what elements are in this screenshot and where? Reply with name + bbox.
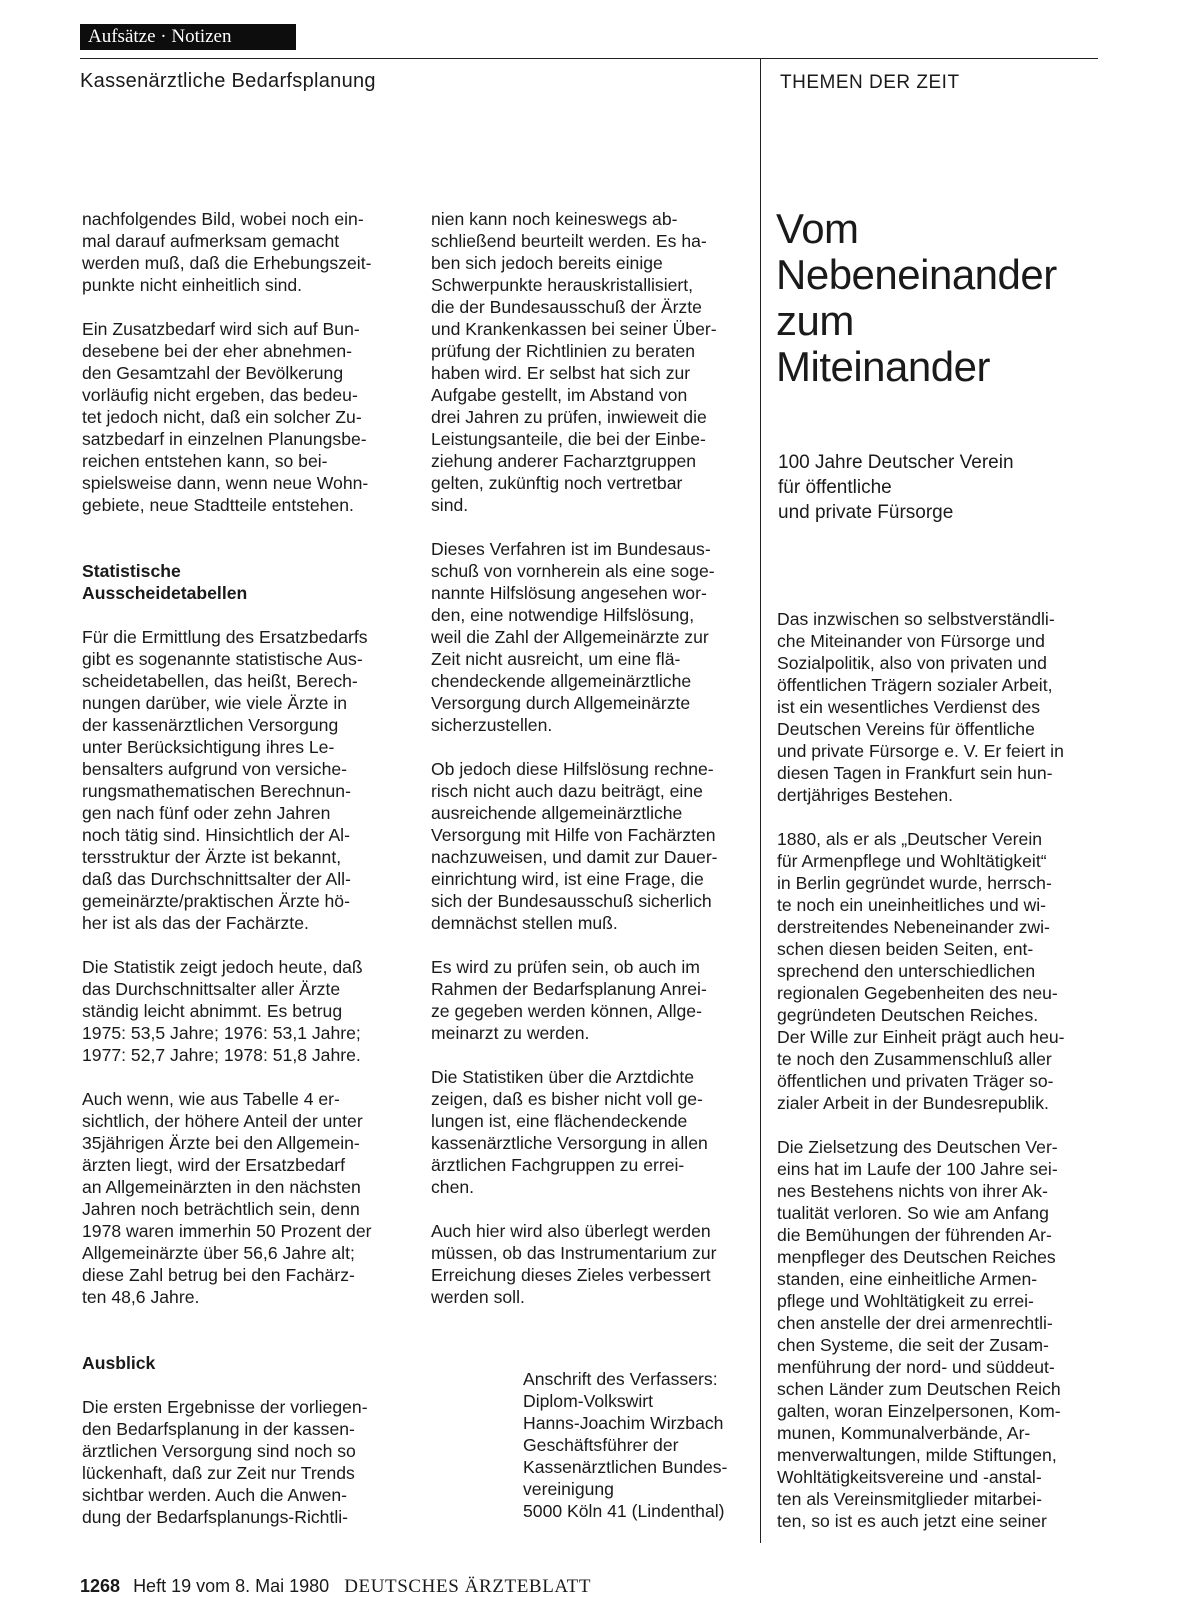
paragraph: Die Statistik zeigt jedoch heute, daß das Durchschnittsalter aller Ärzte ständig leicht abnimmt. Es betrug 1975: 53,5 Jahre; 1976: 53,1 Jahre; 1977: 52,7 Jahre; 1978: 51,8 Jahre. xyxy=(82,957,363,1065)
paragraph: nien kann noch keineswegs ab- schließend beurteilt werden. Es ha- ben sich jedoch bereits einige Schwerpunkte herauskristallisiert, die der Bundesausschuß der Ärzte und Krankenkassen bei seiner Über- prüfung der Richtlinien zu beraten haben wird. Er selbst hat sich zur Aufgabe gestellt, im Abstand von drei Jahren zu prüfen, inwieweit die Leistungsanteile, die bei der Einbe- ziehung anderer Facharztgruppen gelten, zukünftig noch vertretbar sind. xyxy=(431,209,717,515)
section-heading: Statistische Ausscheidetabellen xyxy=(82,561,248,603)
paragraph: Dieses Verfahren ist im Bundesaus- schuß von vornherein als eine soge- nannte Hilfslösung angesehen wor- den, eine notwendige Hilfslösung, weil die Zahl der Allgemeinärzte zur Zeit nicht ausreicht, um eine flä- chendeckende allgemeinärztliche Versorgung durch Allgemeinärzte sicherzustellen. xyxy=(431,539,715,735)
paragraph: Die Statistiken über die Arztdichte zeigen, daß es bisher nicht voll ge- lungen ist, eine flächendeckende kassenärztliche Versorgung in allen ärztlichen Fachgruppen zu errei- chen. xyxy=(431,1067,708,1197)
issue-info: Heft 19 vom 8. Mai 1980 xyxy=(133,1576,330,1596)
article-column-2 xyxy=(431,208,752,1308)
page-number: 1268 xyxy=(80,1576,121,1596)
paragraph: Auch hier wird also überlegt werden müssen, ob das Instrumentarium zur Erreichung dieses Zieles verbessert werden soll. xyxy=(431,1221,717,1307)
page-footer xyxy=(80,1576,591,1598)
paragraph: Es wird zu prüfen sein, ob auch im Rahmen der Bedarfsplanung Anrei- ze gegeben werden können, Allge- meinarzt zu werden. xyxy=(431,957,707,1043)
top-rule xyxy=(80,58,1098,59)
paragraph: Auch wenn, wie aus Tabelle 4 er- sichtlich, der höhere Anteil der unter 35jährigen Ärzte bei den Allgemein- ärzten liegt, wird der Ersatzbedarf an Allgemeinärzten in den nächsten Jahren noch beträchtlich sein, denn 1978 waren immerhin 50 Prozent der Allgemeinärzte über 56,6 Jahre alt; diese Zahl betrug bei den Fachärz- ten 48,6 Jahre. xyxy=(82,1089,372,1307)
rubric-label: THEMEN DER ZEIT xyxy=(780,72,960,93)
running-title: Kassenärztliche Bedarfsplanung xyxy=(80,70,376,92)
paragraph: Ein Zusatzbedarf wird sich auf Bun- desebene bei der eher abnehmen- den Gesamtzahl der Bevölkerung vorläufig nicht ergeben, das bedeu- tet jedoch nicht, daß ein solcher Zu- satzbedarf in einzelnen Planungsbe- reichen entstehen kann, so bei- spielsweise dann, wenn neue Wohn- gebiete, neue Stadtteile entstehen. xyxy=(82,319,369,515)
section-label: Aufsätze · Notizen xyxy=(80,24,296,50)
article-column-3 xyxy=(777,608,1097,1532)
article-headline: Vom Nebeneinander zum Miteinander xyxy=(776,205,1057,390)
journal-name: DEUTSCHES ÄRZTEBLATT xyxy=(344,1576,592,1597)
paragraph: Das inzwischen so selbstverständli- che Miteinander von Fürsorge und Sozialpolitik, also von privaten und öffentlichen Trägern sozialer Arbeit, ist ein wesentliches Verdienst des Deutschen Vereins für öffentliche und private Fürsorge e. V. Er feiert in diesen Tagen in Frankfurt sein hun- dertjähriges Bestehen. xyxy=(777,609,1064,805)
article-subheadline: 100 Jahre Deutscher Verein für öffentliche und private Fürsorge xyxy=(778,452,1014,523)
article-column-1 xyxy=(82,208,403,1528)
paragraph: Die Zielsetzung des Deutschen Ver- eins hat im Laufe der 100 Jahre sei- nes Bestehens nichts von ihrer Ak- tualität verloren. So wie am Anfang die Bemühungen der führenden Ar- menpfleger des Deutschen Reiches standen, eine einheitliche Armen- pflege und Wohltätigkeit zu errei- chen anstelle der drei armenrechtli- chen Systeme, die seit der Zusam- menführung der nord- und süddeut- schen Länder zum Deutschen Reich galten, woran Einzelpersonen, Kom- munen, Kommunalverbände, Ar- menverwaltungen, milde Stiftungen, Wohltätigkeitsvereine und -anstal- ten als Vereinsmitglieder mitarbei- ten, so ist es auch jetzt eine seiner xyxy=(777,1137,1061,1531)
paragraph: Ob jedoch diese Hilfslösung rechne- risch nicht auch dazu beiträgt, eine ausreichende allgemeinärztliche Versorgung mit Hilfe von Fachärzten nachzuweisen, und damit zur Dauer- einrichtung wird, ist eine Frage, die sich der Bundesausschuß sicherlich demnächst stellen muß. xyxy=(431,759,718,933)
column-divider xyxy=(760,58,761,1543)
paragraph: nachfolgendes Bild, wobei noch ein- mal darauf aufmerksam gemacht werden muß, daß die Erhebungszeit- punkte nicht einheitlich sind. xyxy=(82,209,372,295)
paragraph: Die ersten Ergebnisse der vorliegen- den Bedarfsplanung in der kassen- ärztlichen Versorgung sind noch so lückenhaft, daß zur Zeit nur Trends sichtbar werden. Auch die Anwen- dung der Bedarfsplanungs-Richtli- xyxy=(82,1397,368,1527)
section-heading: Ausblick xyxy=(82,1353,156,1373)
paragraph: Für die Ermittlung des Ersatzbedarfs gibt es sogenannte statistische Aus- scheidetabellen, das heißt, Berech- nungen darüber, wie viele Ärzte in der kassenärztlichen Versorgung unter Berücksichtigung ihres Le- bensalters aufgrund von versiche- rungsmathematischen Berechnun- gen nach fünf oder zehn Jahren noch tätig sind. Hinsichtlich der Al- tersstruktur der Ärzte ist bekannt, daß das Durchschnittsalter der All- gemeinärzte/praktischen Ärzte hö- her ist als das der Fachärzte. xyxy=(82,627,368,933)
paragraph: 1880, als er als „Deutscher Verein für Armenpflege und Wohltätigkeit“ in Berlin gegründet wurde, herrsch- te noch ein uneinheitliches und wi- derstreitendes Nebeneinander zwi- schen diesen beiden Seiten, ent- sprechend den unterschiedlichen regionalen Gegebenheiten des neu- gegründeten Deutschen Reiches. Der Wille zur Einheit prägt auch heu- te noch den Zusammenschluß aller öffentlichen und privaten Träger so- zialer Arbeit in der Bundesrepublik. xyxy=(777,829,1065,1113)
author-address: Anschrift des Verfassers: Diplom-Volkswirt Hanns-Joachim Wirzbach Geschäftsführer der Kassenärztlichen Bundes- vereinigung 5000 Köln 41 (Lindenthal) xyxy=(523,1369,728,1521)
